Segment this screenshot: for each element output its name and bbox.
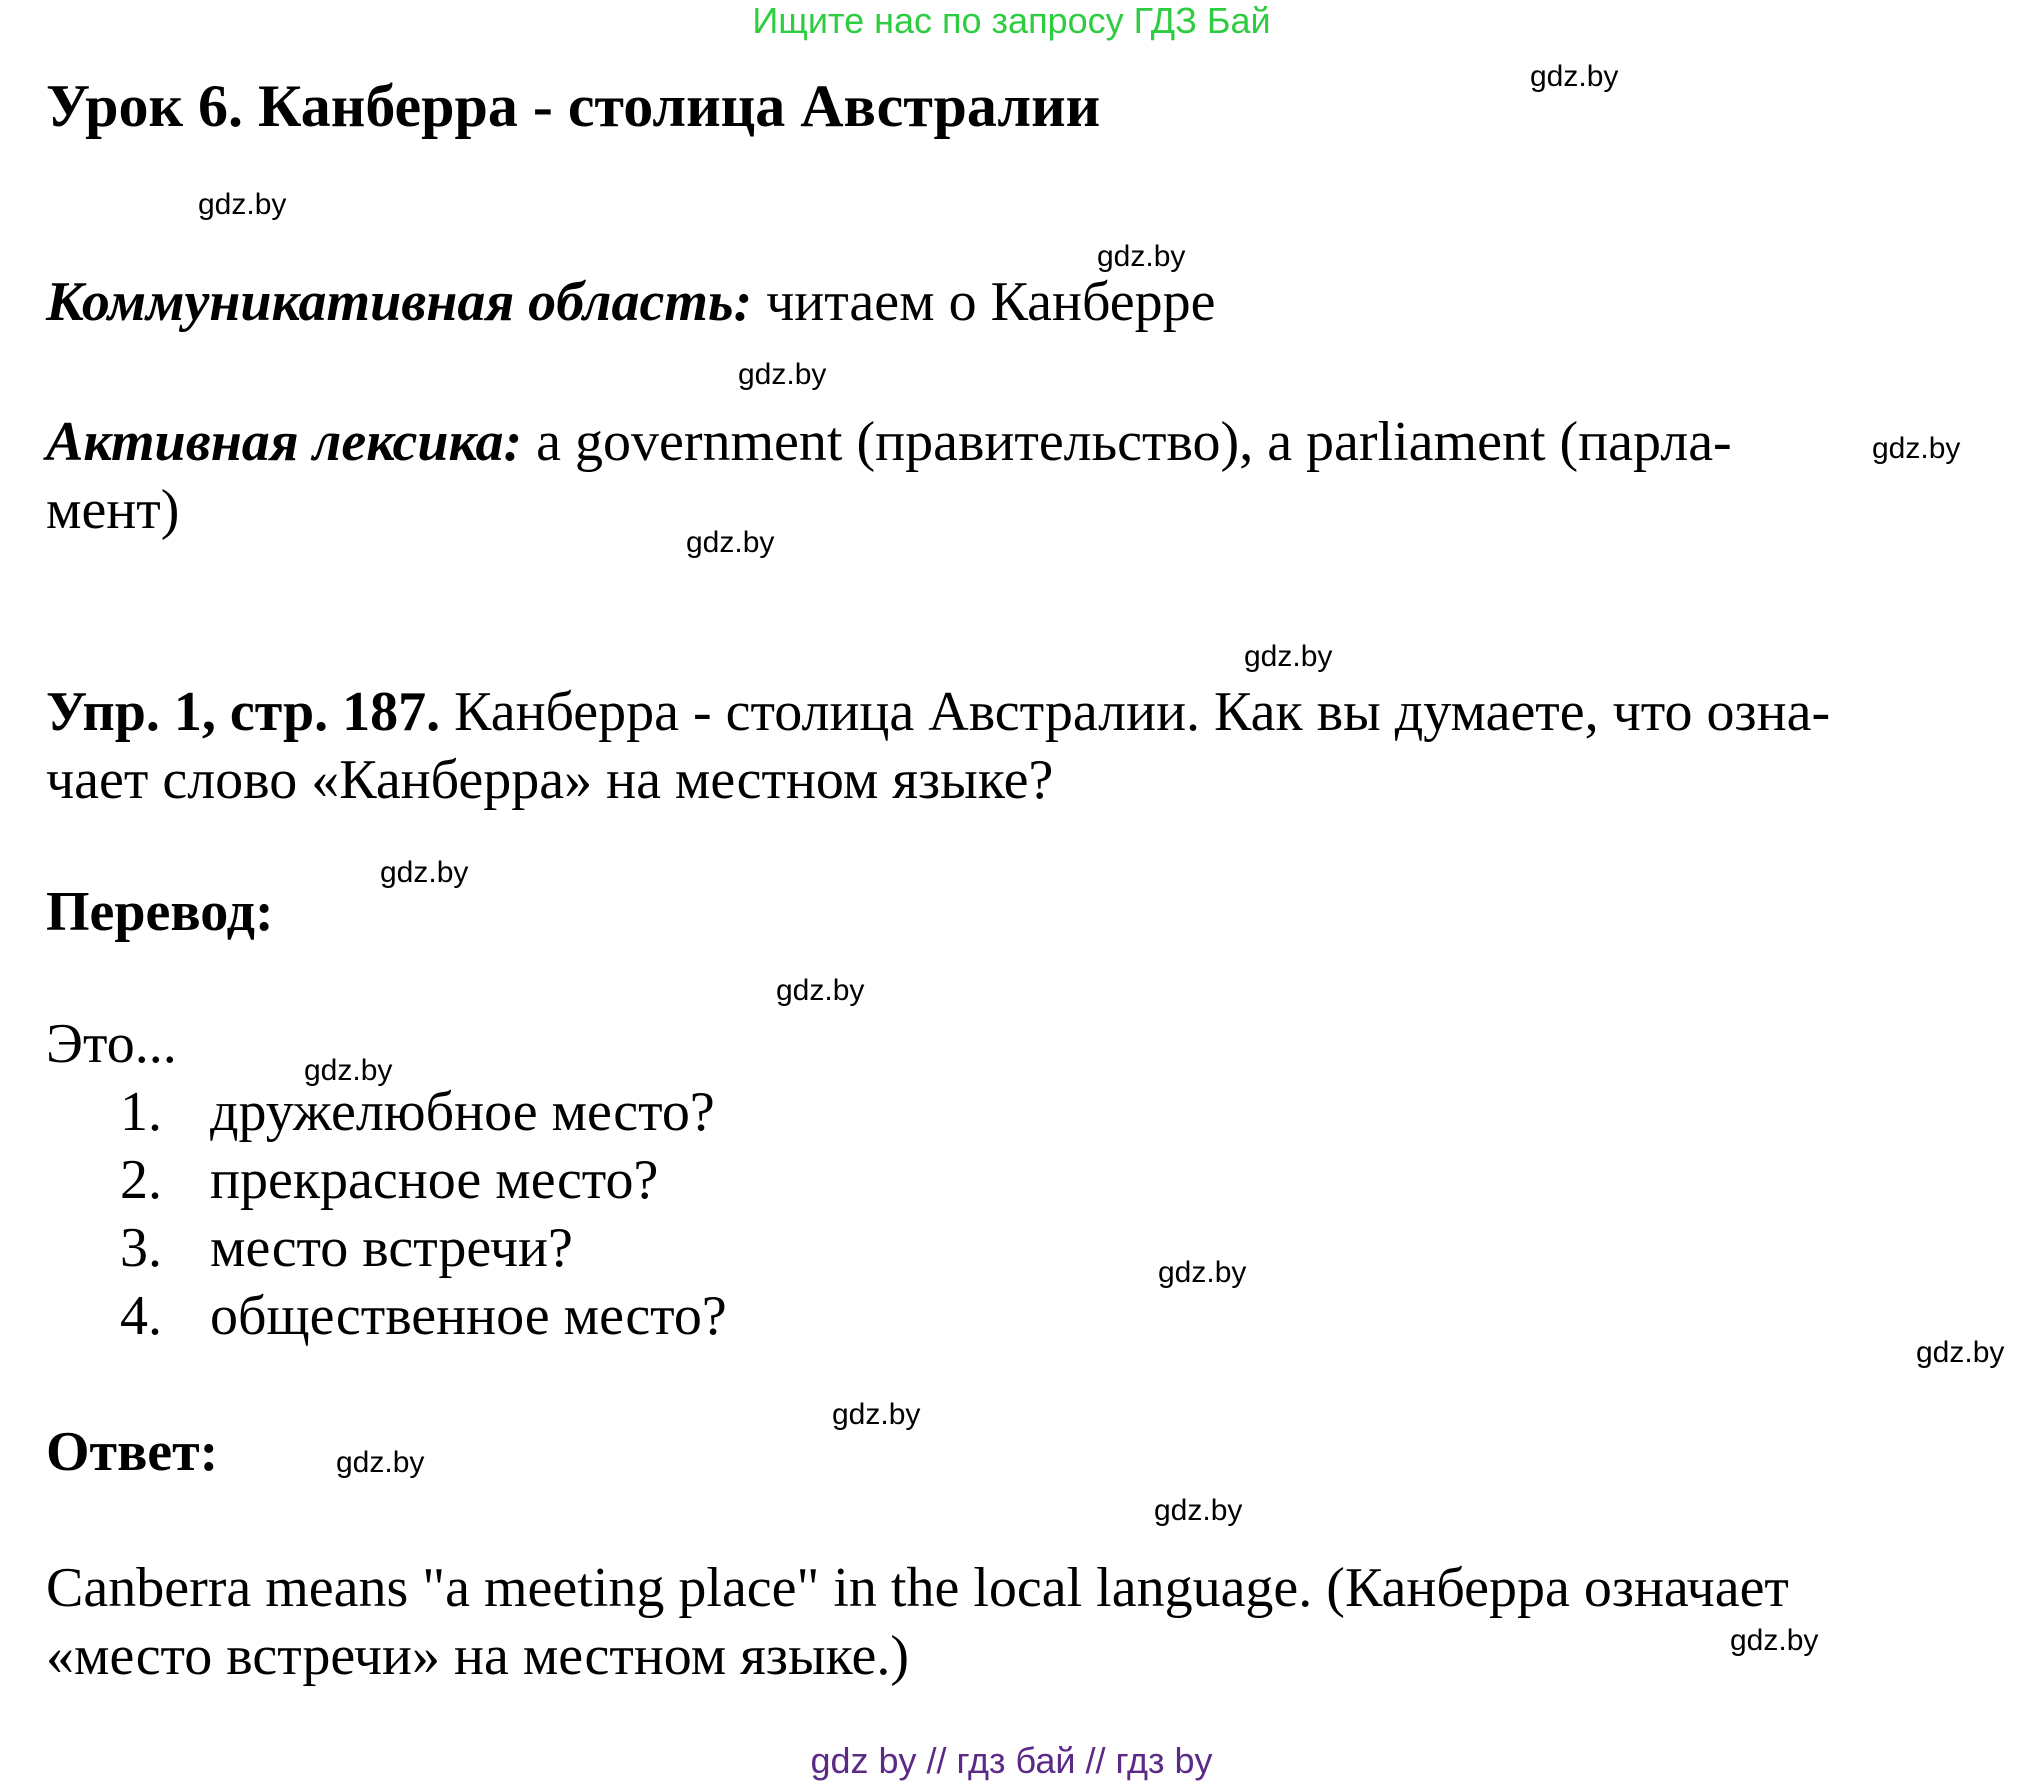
list-text: место встречи? bbox=[210, 1217, 573, 1279]
active-vocabulary bbox=[46, 410, 1732, 474]
watermark: gdz.by bbox=[1158, 1256, 1247, 1289]
communicative-area bbox=[46, 270, 1215, 334]
answer-text-line2: «место встречи» на местном языке.) bbox=[46, 1625, 909, 1687]
lesson-title: Урок 6. Канберра - столица Австралии bbox=[46, 73, 1101, 139]
watermark: gdz.by bbox=[832, 1398, 921, 1431]
list-item bbox=[120, 1216, 573, 1280]
watermark: gdz.by bbox=[1530, 60, 1619, 93]
translation-heading: Перевод: bbox=[46, 881, 274, 943]
vocab-text-line1: a government (правительство), a parliament (парла- bbox=[522, 411, 1732, 473]
list-number: 1. bbox=[120, 1081, 162, 1143]
answer-text-line1: Canberra means "a meeting place" in the local language. (Канберра означает bbox=[46, 1557, 1789, 1619]
exercise bbox=[46, 680, 1830, 744]
list-text: прекрасное место? bbox=[210, 1149, 659, 1211]
list-text: общественное место? bbox=[210, 1285, 727, 1347]
exercise-label: Упр. 1, стр. 187. bbox=[46, 681, 441, 743]
list-number: 4. bbox=[120, 1285, 162, 1347]
bottom-banner: gdz by // гдз бай // гдз by bbox=[810, 1740, 1213, 1781]
communicative-label: Коммуникативная область: bbox=[46, 271, 753, 333]
list-item bbox=[120, 1284, 727, 1348]
list-item bbox=[120, 1080, 715, 1144]
communicative-text: читаем о Канберре bbox=[752, 271, 1216, 333]
watermark: gdz.by bbox=[686, 526, 775, 559]
list-number: 2. bbox=[120, 1149, 162, 1211]
watermark: gdz.by bbox=[1916, 1336, 2005, 1369]
vocab-label: Активная лексика: bbox=[46, 411, 523, 473]
watermark: gdz.by bbox=[304, 1054, 393, 1087]
watermark: gdz.by bbox=[776, 974, 865, 1007]
translation-intro: Это... bbox=[46, 1013, 177, 1075]
watermark: gdz.by bbox=[1872, 432, 1961, 465]
top-banner: Ищите нас по запросу ГДЗ Бай bbox=[752, 0, 1271, 41]
watermark: gdz.by bbox=[1730, 1624, 1819, 1657]
list-item bbox=[120, 1148, 658, 1212]
watermark: gdz.by bbox=[1097, 240, 1186, 273]
watermark: gdz.by bbox=[1154, 1494, 1243, 1527]
watermark: gdz.by bbox=[1244, 640, 1333, 673]
list-text: дружелюбное место? bbox=[210, 1081, 715, 1143]
watermark: gdz.by bbox=[336, 1446, 425, 1479]
vocab-text-line2: мент) bbox=[46, 479, 180, 541]
watermark: gdz.by bbox=[380, 856, 469, 889]
list-number: 3. bbox=[120, 1217, 162, 1279]
watermark: gdz.by bbox=[738, 358, 827, 391]
answer-heading: Ответ: bbox=[46, 1421, 219, 1483]
exercise-text-line1: Канберра - столица Австралии. Как вы думаете, что озна- bbox=[440, 681, 1831, 743]
watermark: gdz.by bbox=[198, 188, 287, 221]
exercise-text-line2: чает слово «Канберра» на местном языке? bbox=[46, 749, 1054, 811]
